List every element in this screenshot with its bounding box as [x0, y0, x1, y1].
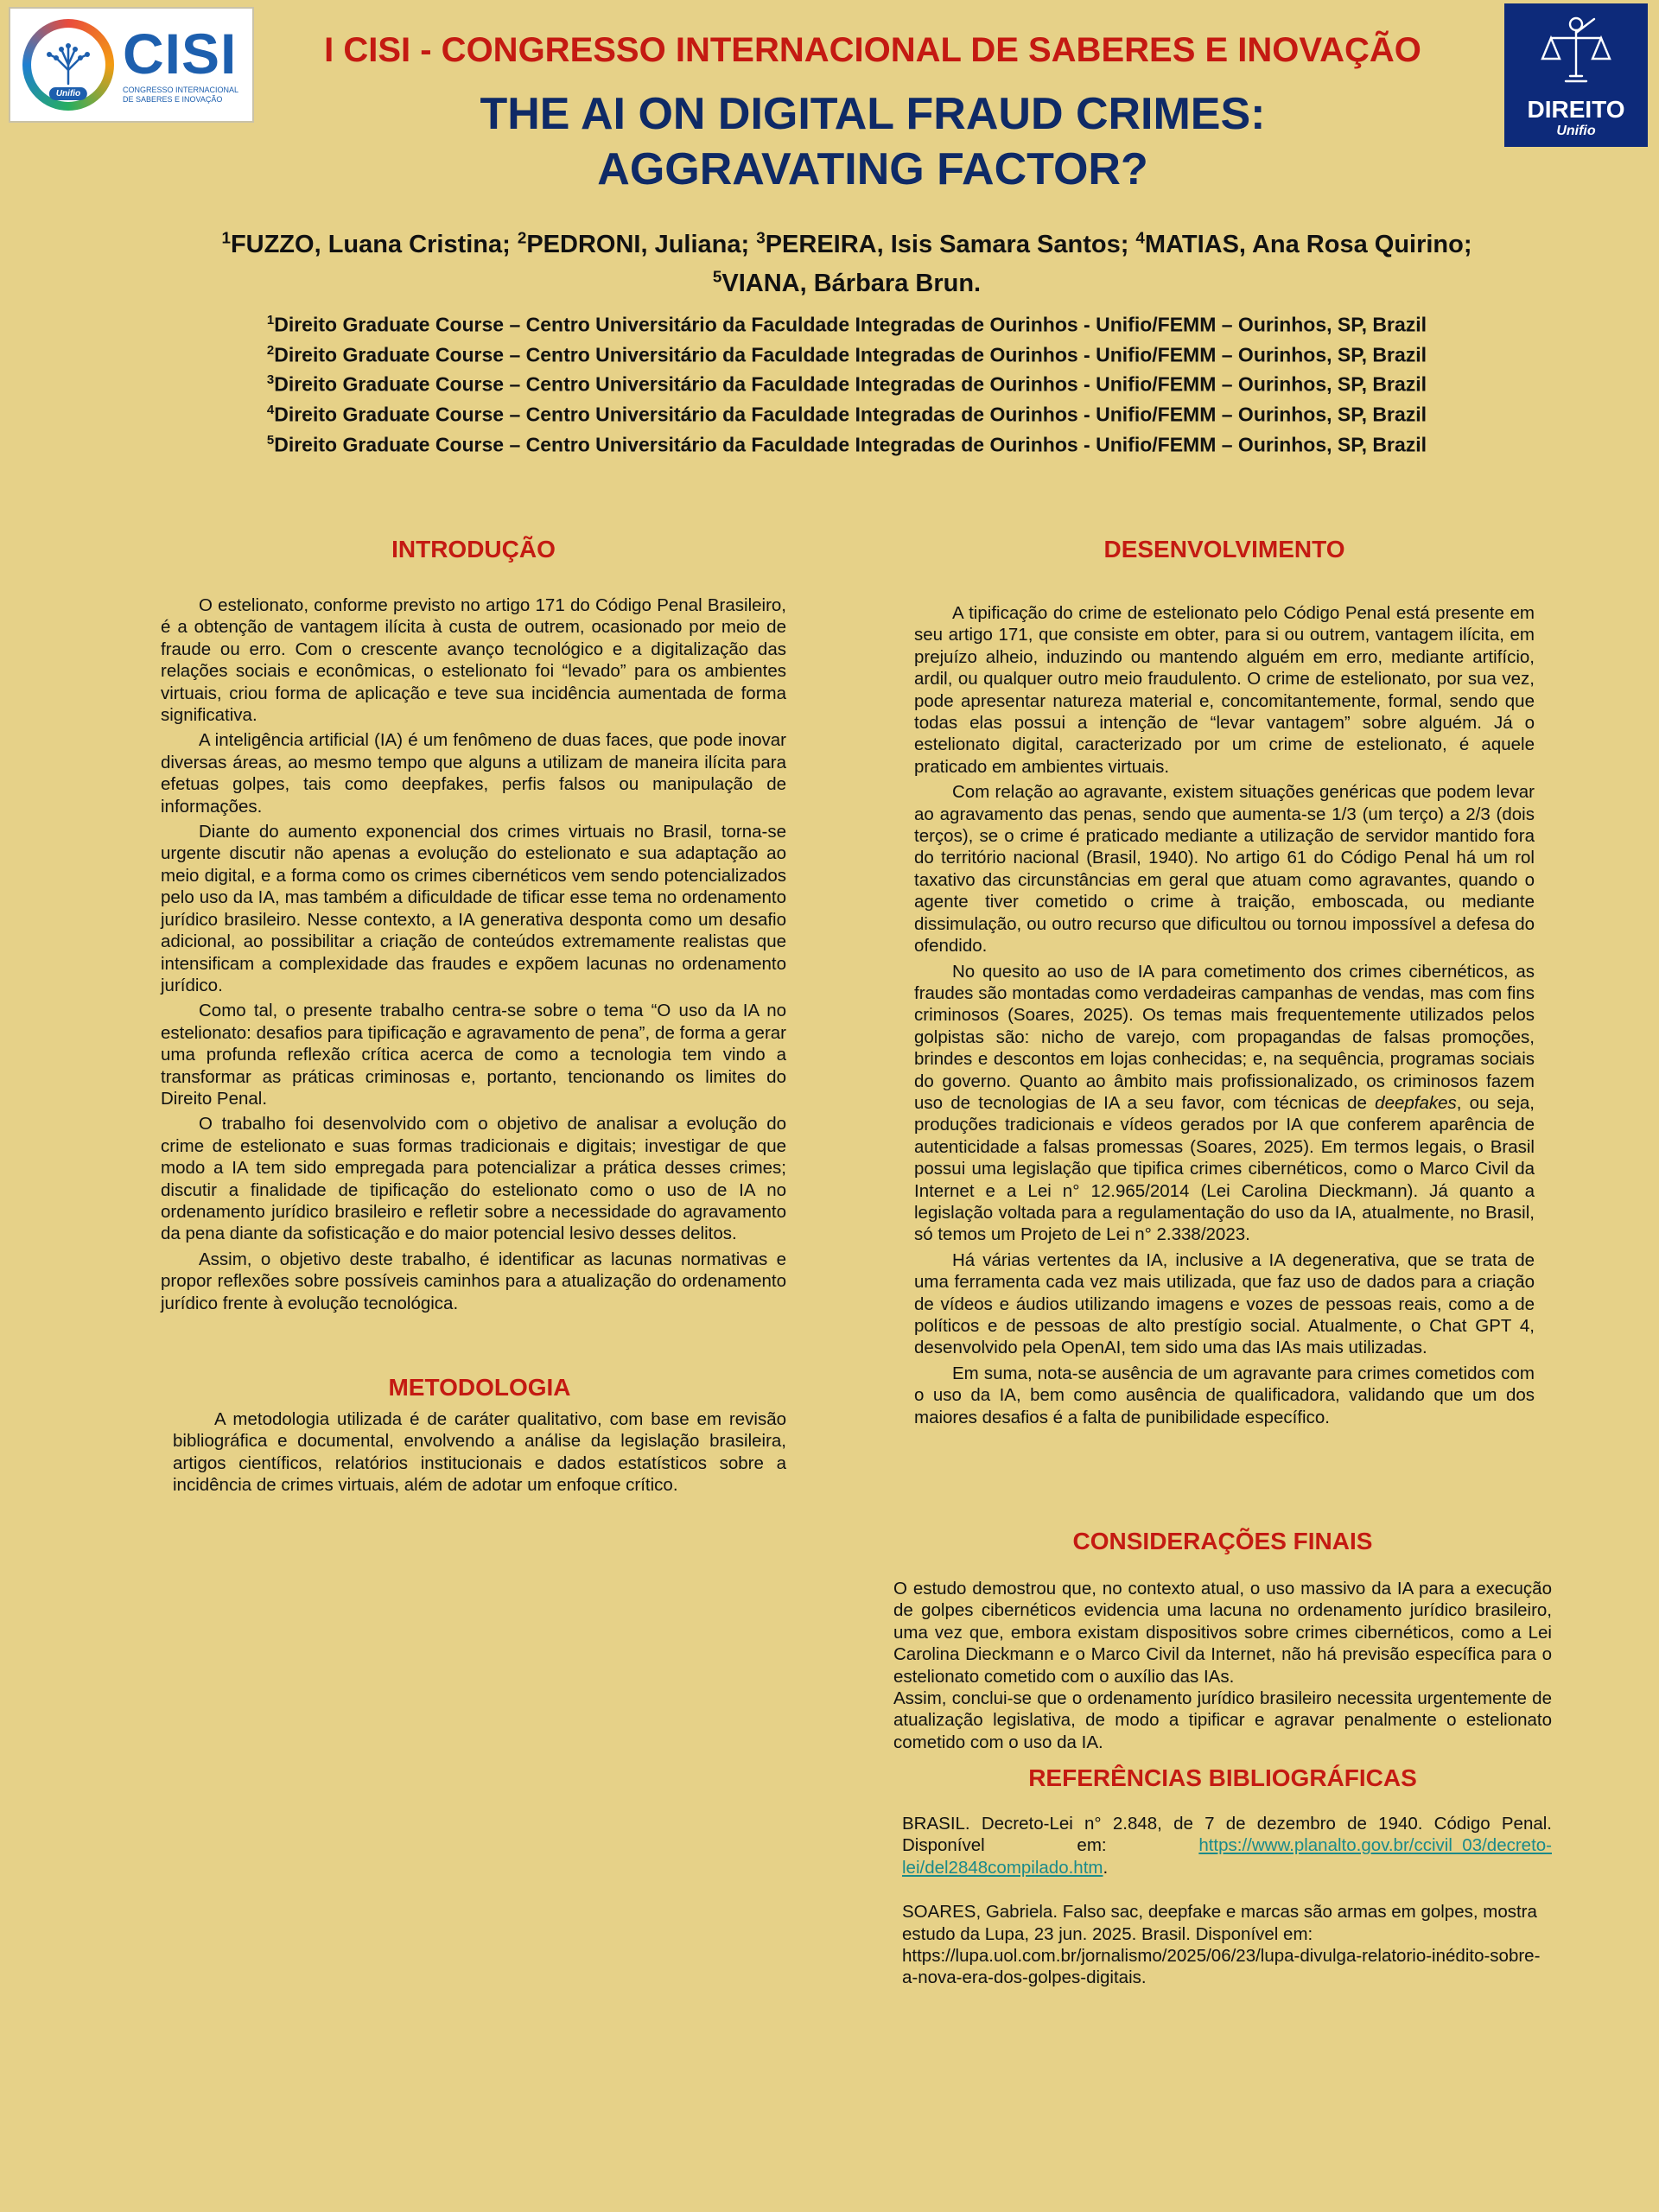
paper-title-line-1: THE AI ON DIGITAL FRAUD CRIMES: — [480, 89, 1266, 139]
desenvolvimento-paragraph: A tipificação do crime de estelionato pelo Código Penal está presente em seu artigo 171, que consiste em obter, para si ou outrem, vantagem ilícita, em prejuízo alheio, induzindo ou mantendo alguém em erro, mediante artifício, ardil, ou qualquer outro meio fraudulento. O crime de estelionato, por sua vez, pode apresentar natureza material e, concomitantemente, formal, sendo que todas elas possui a intenção de “levar vantagem” sobre alguém. Já o estelionato digital, caracterizado por um crime de estelionato, é aquele praticado em ambientes virtuais. — [914, 603, 1535, 777]
cisi-subtitle-1: CONGRESSO INTERNACIONAL — [123, 86, 239, 95]
cisi-subtitle-2: DE SABERES E INOVAÇÃO — [123, 95, 223, 104]
affiliation: $^4$Direito Graduate Course – Centro Universitário da Faculdade Integradas de Ourinhos - Unifio/FEMM – Ourinhos, SP, Brazil — [266, 402, 1427, 426]
introducao-paragraph: O estelionato, conforme previsto no artigo 171 do Código Penal Brasileiro, é a obtenção de vantagem ilícita à custa de outrem, ocasionado por meio de fraude ou erro. Com o crescente avanço tecnológico e a digitalização das relações sociais e econômicas, o estelionato foi “levado” para os ambientes virtuais, criou forma de aplicação e teve sua incidência aumentada de forma significativa. — [161, 595, 786, 726]
reference-link[interactable]: https://www.planalto.gov.br/ccivil_03/decreto-lei/del2848compilado.htm — [902, 1835, 1552, 1878]
author: $^1$FUZZO, Luana Cristina; — [221, 228, 518, 258]
conference-title: I CISI - CONGRESSO INTERNACIONAL DE SABERES E INOVAÇÃO — [324, 31, 1421, 69]
introducao-paragraph: A inteligência artificial (IA) é um fenômeno de duas faces, que pode inovar diversas áreas, ao mesmo tempo que alguns a utilizam de maneira ilícita para efetuas golpes, tais como deepfakes, perfis falsos ou manipulação de informações. — [161, 730, 786, 817]
desenvolvimento-body — [914, 602, 1535, 1432]
cisi-logo — [9, 7, 254, 123]
paper-title-line-2: AGGRAVATING FACTOR? — [597, 144, 1148, 194]
consideracoes-paragraph: O estudo demostrou que, no contexto atual, o uso massivo da IA para a execução de golpes cibernéticos evidencia uma lacuna no ordenamento jurídico brasileiro, uma vez que, embora existam dispositivos sobre crimes cibernéticos, como a Lei Carolina Dieckmann e o Marco Civil da Internet, não há previsão específica para o estelionato cometido com o auxílio das IAs. — [893, 1579, 1552, 1687]
introducao-heading: INTRODUÇÃO — [391, 536, 556, 563]
author: $^4$MATIAS, Ana Rosa Quirino; — [1135, 228, 1472, 258]
affiliation-list — [138, 308, 1555, 457]
referencias-body — [902, 1813, 1552, 2012]
consideracoes-paragraph: Assim, conclui-se que o ordenamento jurídico brasileiro necessita urgentemente de atualização legislativa, de modo a tipificar e agravar penalmente o estelionato cometido com o uso da IA. — [893, 1688, 1552, 1752]
author-list — [138, 221, 1555, 300]
affiliation: $^2$Direito Graduate Course – Centro Universitário da Faculdade Integradas de Ourinhos - Unifio/FEMM – Ourinhos, SP, Brazil — [266, 342, 1427, 366]
desenvolvimento-heading: DESENVOLVIMENTO — [1103, 536, 1345, 563]
consideracoes-body — [893, 1578, 1552, 1753]
justice-scale-icon — [1537, 12, 1615, 92]
introducao-paragraph: Diante do aumento exponencial dos crimes virtuais no Brasil, torna-se urgente discutir não apenas a evolução do estelionato e sua adaptação ao meio digital, e a forma como os crimes cibernéticos vem sendo potencializados pelo uso da IA, mas também a dificuldade de tificar esse tema no ordenamento jurídico brasileiro. Nesse contexto, a IA generativa desponta como um desafio adicional, ao possibilitar a criação de conteúdos extremamente realistas que intensificam a complexidade das fraudes e expõem lacunas no ordenamento jurídico. — [161, 822, 786, 995]
affiliation: $^1$Direito Graduate Course – Centro Universitário da Faculdade Integradas de Ourinhos - Unifio/FEMM – Ourinhos, SP, Brazil — [266, 313, 1427, 336]
desenvolvimento-paragraph: Com relação ao agravante, existem situações genéricas que podem levar ao agravamento das penas, sendo que aumenta-se 1/3 (um terço) a 2/3 (dois terços), se o crime é praticado mediante a utilização de servidor mantido fora do território nacional (Brasil, 1940). No artigo 61 do Código Penal há um rol taxativo das circunstâncias em geral que atuam como agravantes, quando o agente tiver cometido o crime à traição, emboscada, ou mediante dissimulação, ou outro recurso que dificultou ou tornou impossível a defesa do ofendido. — [914, 782, 1535, 957]
referencias-heading: REFERÊNCIAS BIBLIOGRÁFICAS — [1028, 1764, 1417, 1791]
direito-logo — [1504, 3, 1648, 147]
metodologia-paragraph: A metodologia utilizada é de caráter qualitativo, com base em revisão bibliográfica e documental, envolvendo a análise da legislação brasileira, artigos científicos, relatórios institucionais e dados estatísticos sobre a incidência de crimes virtuais, além de adotar um enfoque crítico. — [173, 1409, 786, 1496]
introducao-body — [161, 594, 786, 1318]
consideracoes-heading: CONSIDERAÇÕES FINAIS — [1072, 1528, 1373, 1554]
introducao-paragraph: Assim, o objetivo deste trabalho, é identificar as lacunas normativas e propor reflexões sobre possíveis caminhos para a atualização do ordenamento jurídico frente à evolução tecnológica. — [161, 1249, 786, 1313]
unifio-pill: Unifio — [49, 87, 87, 100]
desenvolvimento-paragraph: No quesito ao uso de IA para cometimento dos crimes cibernéticos, as fraudes são montadas como verdadeiras campanhas de vendas, mas com fins criminosos (Soares, 2025). Os temas mais frequentemente utilizados pelos golpistas são: nicho de varejo, com propagandas de falsas promoções, brindes e descontos em lojas conhecidas; e, na sequência, programas sociais do governo. Quanto ao âmbito mais profissionalizado, os criminosos fazem uso de tecnologias de IA a seu favor, com técnicas de deepfakes, ou seja, produções tradicionais e vídeos gerados por IA que conferem aparência de autenticidade a falsas promessas (Soares, 2025). Em termos legais, o Brasil possui uma legislação que tipifica crimes cibernéticos, como o Marco Civil da Internet e a Lei n° 12.965/2014 (Lei Carolina Dieckmann). Já quanto a legislação voltada para a regulamentação do uso da IA, atualmente, no Brasil, só temos um Projeto de Lei n° 2.338/2023. — [914, 961, 1535, 1245]
affiliation: $^3$Direito Graduate Course – Centro Universitário da Faculdade Integradas de Ourinhos - Unifio/FEMM – Ourinhos, SP, Brazil — [266, 372, 1427, 396]
metodologia-body — [173, 1408, 786, 1500]
reference-item: SOARES, Gabriela. Falso sac, deepfake e marcas são armas em golpes, mostra estudo da Lupa, 23 jun. 2025. Brasil. Disponível em: https://lupa.uol.com.br/jornalismo/2025/06/23/lupa-divulga-relatorio-inédito-sobre-a-nova-era-dos-golpes-digitais. — [902, 1902, 1541, 1988]
desenvolvimento-paragraph: Em suma, nota-se ausência de um agravante para crimes cometidos com o uso da IA, bem como ausência de qualificadora, validando que um dos maiores desafios é a falta de punibilidade específico. — [914, 1363, 1535, 1427]
author: $^2$PEDRONI, Juliana; — [517, 228, 757, 258]
cisi-emblem — [22, 19, 114, 111]
introducao-paragraph: O trabalho foi desenvolvido com o objetivo de analisar a evolução do crime de estelionato e suas formas tradicionais e digitais; investigar de que modo a IA tem sido empregada para potencializar a prática desses crimes; discutir a finalidade de tipificação do estelionato como o uso de IA no ordenamento jurídico brasileiro e refletir sobre a necessidade do agravamento da pena diante da sofisticação e do maior potencial lesivo desses delitos. — [161, 1114, 786, 1244]
introducao-paragraph: Como tal, o presente trabalho centra-se sobre o tema “O uso da IA no estelionato: desafios para tipificação e agravamento de pena”, de forma a gerar uma profunda reflexão crítica acerca de como a tecnologia tem vindo a transformar as práticas criminosas e, portanto, tencionando os limites do Direito Penal. — [161, 1001, 786, 1109]
cisi-wordmark: CISI — [123, 22, 238, 86]
reference-item: BRASIL. Decreto-Lei n° 2.848, de 7 de dezembro de 1940. Código Penal. Disponível em: https://www.planalto.gov.br/ccivil_03/decreto-lei/del2848compilado.htm. — [902, 1814, 1552, 1878]
author: $^5$VIANA, Bárbara Brun. — [712, 267, 982, 298]
author: $^3$PEREIRA, Isis Samara Santos; — [756, 228, 1136, 258]
desenvolvimento-paragraph: Há várias vertentes da IA, inclusive a IA degenerativa, que se trata de uma ferramenta cada vez mais utilizada, que faz uso de dados para a criação de vídeos e áudios utilizando imagens e vozes de pessoas reais, como a de políticos e de pessoas de alto prestígio social. Atualmente, o Chat GPT 4, desenvolvido pela OpenAI, tem sido uma das IAs mais utilizadas. — [914, 1249, 1535, 1358]
affiliation: $^5$Direito Graduate Course – Centro Universitário da Faculdade Integradas de Ourinhos - Unifio/FEMM – Ourinhos, SP, Brazil — [266, 432, 1427, 456]
direito-unifio: Unifio — [1556, 124, 1596, 138]
paper-title — [259, 86, 1486, 197]
tree-icon — [42, 39, 94, 91]
direito-wordmark: DIREITO — [1527, 96, 1625, 123]
metodologia-heading: METODOLOGIA — [388, 1374, 571, 1401]
